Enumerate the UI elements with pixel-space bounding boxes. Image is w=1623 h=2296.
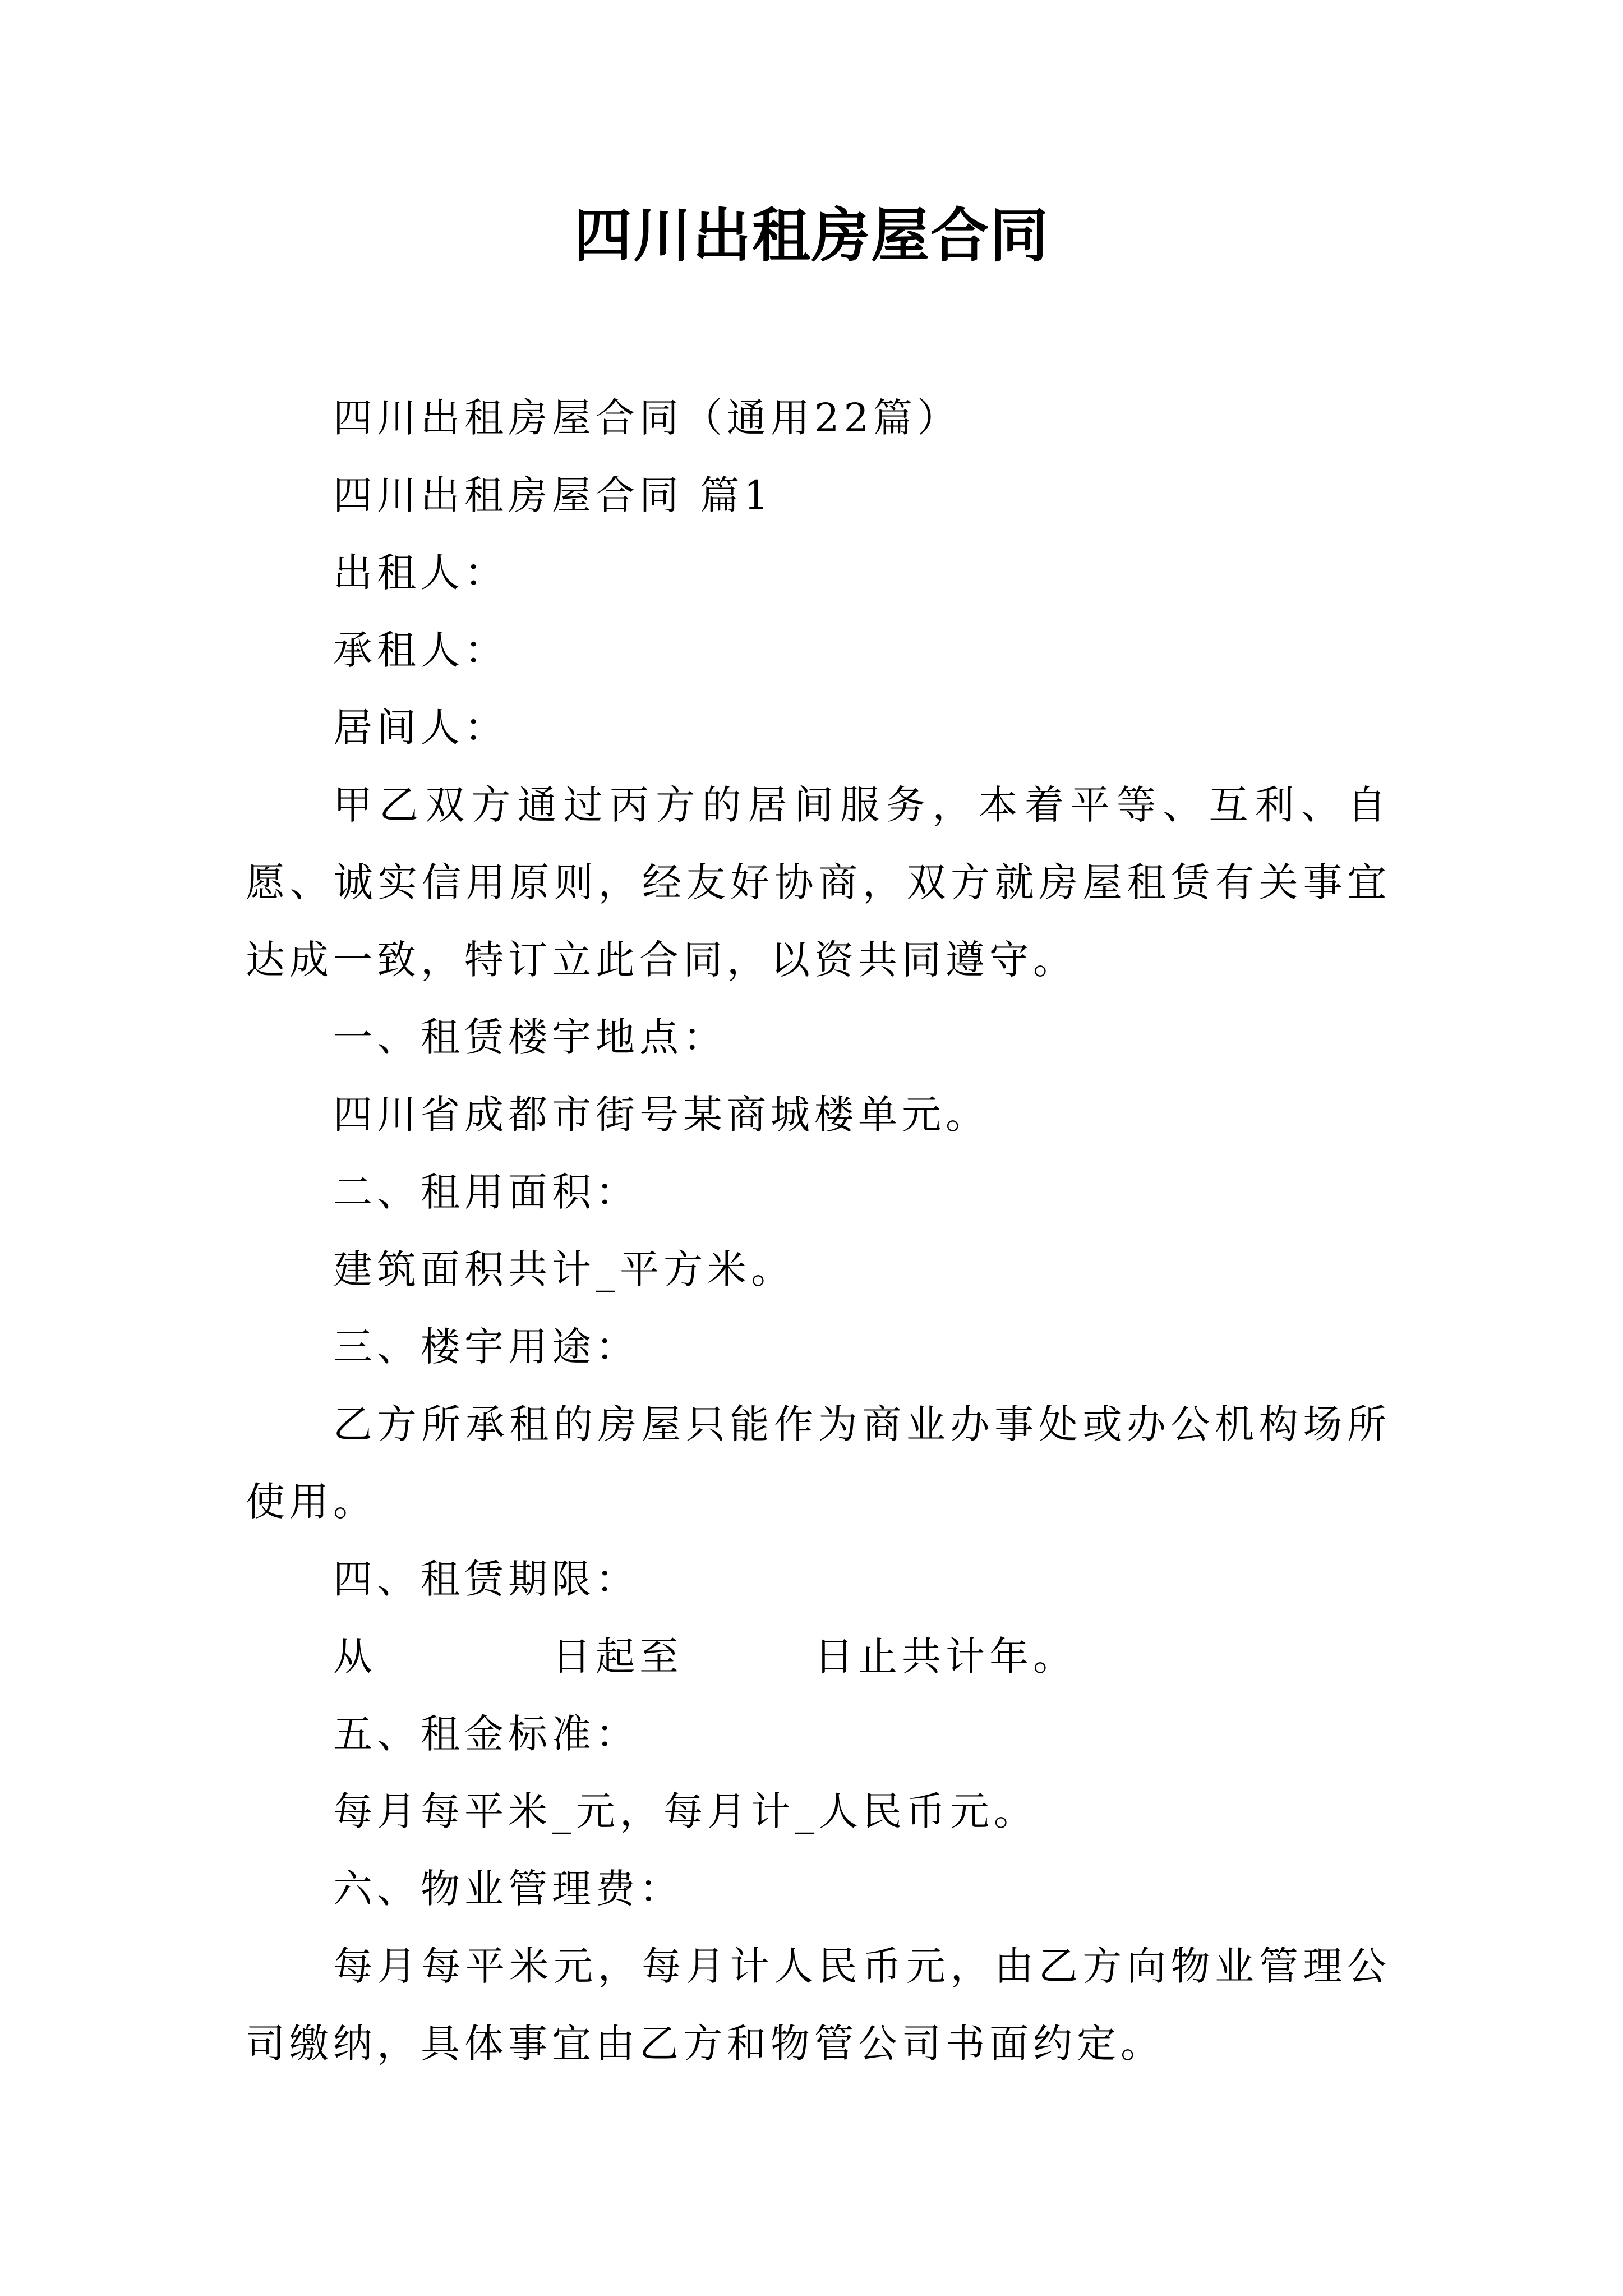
document-body — [246, 379, 1391, 2082]
clause-body: 四川省成都市街号某商城楼单元。 — [333, 1092, 989, 1138]
clause-heading: 六、物业管理费： — [333, 1866, 683, 1912]
clause-body: 乙方所承租的房屋只能作为商业办事处或办公机构场所使用。 — [246, 1401, 1391, 1525]
clause-heading: 二、租用面积： — [333, 1169, 639, 1215]
clause-body: 从 日起至 日止共计年。 — [333, 1634, 1077, 1680]
document-title: 四川出租房屋合同 — [573, 201, 1049, 270]
clause-heading: 四、租赁期限： — [333, 1556, 639, 1602]
clause-body: 每月每平米元，每月计人民币元，由乙方向物业管理公司缴纳，具体事宜由乙方和物管公司书面约定。 — [246, 1943, 1391, 2067]
subtitle-paragraph: 四川出租房屋合同（通用22篇） — [333, 395, 961, 441]
clause-body: 建筑面积共计_平方米。 — [333, 1246, 795, 1292]
lessor-field: 出租人： — [333, 550, 508, 596]
clause-body: 每月每平米_元，每月计_人民币元。 — [333, 1788, 1038, 1834]
clause-heading: 一、租赁楼宇地点： — [333, 1014, 727, 1060]
preamble-paragraph: 甲乙双方通过丙方的居间服务，本着平等、互利、自愿、诚实信用原则，经友好协商，双方就房屋租赁有关事宜达成一致，特订立此合同，以资共同遵守。 — [246, 782, 1391, 983]
clause-heading: 三、楼宇用途： — [333, 1324, 639, 1370]
lessee-field: 承租人： — [333, 627, 508, 673]
section-heading: 四川出租房屋合同 篇1 — [333, 472, 773, 518]
intermediary-field: 居间人： — [333, 705, 508, 751]
clause-heading: 五、租金标准： — [333, 1711, 639, 1757]
